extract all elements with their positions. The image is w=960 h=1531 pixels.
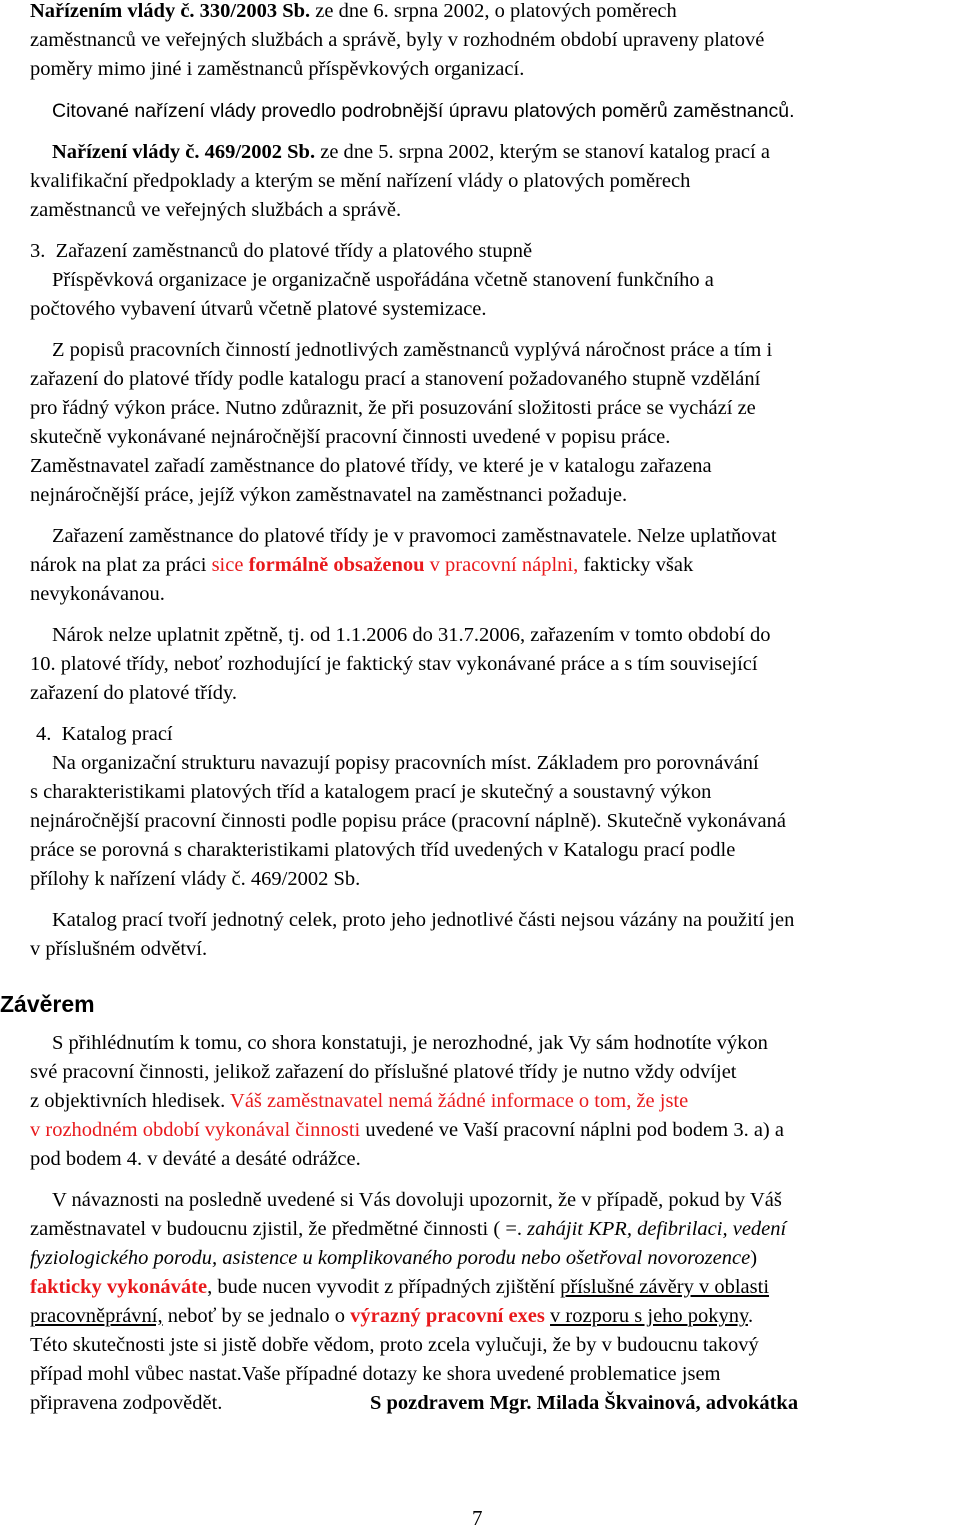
paragraph-line: 10. platové třídy, neboť rozhodující je faktický stav vykonávané práce a s tím související (30, 653, 758, 675)
paragraph-line: poměry mimo jiné i zaměstnanců příspěvkových organizací. (30, 58, 525, 80)
paragraph-line: připravena zodpovědět. (30, 1392, 223, 1414)
paragraph-line: S přihlédnutím k tomu, co shora konstatuji, je nerozhodné, jak Vy sám hodnotíte výkon (52, 1032, 768, 1054)
highlight-red: v rozhodném období vykonával činnosti (30, 1119, 361, 1141)
highlight-red-bold: fakticky vykonáváte (30, 1276, 208, 1298)
section-4-title: 4. Katalog prací (36, 723, 173, 745)
underlined-span: příslušné závěry v oblasti (560, 1276, 770, 1298)
paragraph-line: své pracovní činnosti, jelikož zařazení do příslušné platové třídy je nutno vždy odvíjet (30, 1061, 737, 1083)
paragraph-line (30, 551, 693, 580)
paragraph-line: zaměstnanců ve veřejných službách a správě. (30, 199, 402, 221)
underlined-span: v rozporu s jeho pokyny (550, 1305, 748, 1327)
paragraph-line: skutečně vykonávané nejnáročnější pracovní činnosti uvedené v popisu práce. (30, 426, 671, 448)
paragraph-line (30, 1215, 786, 1244)
text-span: , bude nucen vyvodit z případných zjištění (207, 1276, 561, 1298)
regulation-ref: Nařízením vlády č. 330/2003 Sb. (30, 0, 311, 22)
paragraph-line: zaměstnanců ve veřejných službách a správě, byly v rozhodném období upraveny platové (30, 29, 765, 51)
paragraph-line: počtového vybavení útvarů včetně platové systemizace. (30, 298, 487, 320)
italic-span: zahájit KPR, defibrilaci, vedení (527, 1218, 787, 1240)
page-number: 7 (472, 1506, 483, 1530)
paragraph-line: Citované nařízení vlády provedlo podrobnější úpravu platových poměrů zaměstnanců. (52, 100, 795, 122)
paragraph-line: Zařazení zaměstnance do platové třídy je v pravomoci zaměstnavatele. Nelze uplatňovat (52, 525, 777, 547)
text-span: neboť by se jednalo o (162, 1305, 351, 1327)
text-span: zaměstnavatel v budoucnu zjistil, že předmětné činnosti ( =. (30, 1218, 528, 1240)
highlight-red: sice (211, 554, 249, 576)
paragraph-line: V návaznosti na posledně uvedené si Vás dovoluji upozornit, že v případě, pokud by Váš (52, 1189, 782, 1211)
paragraph-line: Zaměstnavatel zařadí zaměstnance do platové třídy, ve které je v katalogu zařazena (30, 455, 712, 477)
text-span: ze dne 5. srpna 2002, kterým se stanoví katalog prací a (315, 141, 770, 163)
paragraph-line: Příspěvková organizace je organizačně uspořádána včetně stanovení funkčního a (52, 269, 714, 291)
regulation-ref: Nařízení vlády č. 469/2002 Sb. (52, 141, 316, 163)
paragraph-line: Na organizační strukturu navazují popisy pracovních míst. Základem pro porovnávání (52, 752, 759, 774)
underlined-span: pracovněprávní, (30, 1305, 163, 1327)
paragraph-line: práce se porovná s charakteristikami platových tříd uvedených v Katalogu prací podle (30, 839, 736, 861)
section-heading: Závěrem (0, 991, 95, 1017)
paragraph-line (30, 1244, 757, 1273)
paragraph-line (30, 1116, 784, 1145)
text-span: z objektivních hledisek. (30, 1090, 231, 1112)
paragraph-line: s charakteristikami platových tříd a katalogem prací je skutečný a soustavný výkon (30, 781, 712, 803)
paragraph-line (30, 1087, 688, 1116)
signature-line: S pozdravem Mgr. Milada Škvainová, advokátka (370, 1392, 799, 1414)
text-span: uvedené ve Vaší pracovní náplni pod bodem 3. a) a (360, 1119, 784, 1141)
text-span: nárok na plat za práci (30, 554, 212, 576)
highlight-red: v pracovní náplni, (424, 554, 579, 576)
highlight-red-bold: formálně obsaženou (248, 554, 425, 576)
section-3-title: 3. Zařazení zaměstnanců do platové třídy a platového stupně (30, 240, 533, 262)
paragraph-line: pro řádný výkon práce. Nutno zdůraznit, že při posuzování složitosti práce se vychází ze (30, 397, 756, 419)
paragraph-line: Nárok nelze uplatnit zpětně, tj. od 1.1.2006 do 31.7.2006, zařazením v tomto období do (52, 624, 771, 646)
paragraph-line: Této skutečnosti jste si jistě dobře vědom, proto zcela vylučuji, že by v budoucnu takový (30, 1334, 759, 1356)
paragraph-line (30, 1302, 753, 1331)
paragraph-line: v příslušném odvětví. (30, 938, 208, 960)
italic-span: fyziologického porodu, asistence u komplikovaného porodu nebo ošetřoval novorozence (30, 1247, 751, 1269)
paragraph-line: zařazení do platové třídy. (30, 682, 237, 704)
paragraph-line: přílohy k nařízení vlády č. 469/2002 Sb. (30, 868, 361, 890)
paragraph-line: nejnáročnější pracovní činnosti podle popisu práce (pracovní náplně). Skutečně vykonávaná (30, 810, 786, 832)
paragraph-line: pod bodem 4. v deváté a desáté odrážce. (30, 1148, 361, 1170)
paragraph-line: kvalifikační předpoklady a kterým se mění nařízení vlády o platových poměrech (30, 170, 691, 192)
paragraph-line: Katalog prací tvoří jednotný celek, proto jeho jednotlivé části nejsou vázány na použití jen (52, 909, 795, 931)
paragraph-line (30, 0, 677, 26)
text-span: ) (750, 1247, 758, 1269)
paragraph-line: případ mohl vůbec nastat.Vaše případné dotazy ke shora uvedené problematice jsem (30, 1363, 721, 1385)
text-span: . (747, 1305, 754, 1327)
highlight-red-bold: výrazný pracovní exes (350, 1305, 545, 1327)
highlight-red: Váš zaměstnavatel nemá žádné informace o tom, že jste (230, 1090, 689, 1112)
paragraph-line: nejnáročnější práce, jejíž výkon zaměstnavatel na zaměstnanci požaduje. (30, 484, 628, 506)
paragraph-line: nevykonávanou. (30, 583, 165, 605)
text-span: ze dne 6. srpna 2002, o platových poměrech (310, 0, 677, 22)
paragraph-line: Z popisů pracovních činností jednotlivých zaměstnanců vyplývá náročnost práce a tím i (52, 339, 773, 361)
paragraph-line (52, 138, 770, 167)
text-span: fakticky však (578, 554, 694, 576)
paragraph-line (30, 1273, 769, 1302)
paragraph-line: zařazení do platové třídy podle katalogu prací a stanovení požadovaného stupně vzdělání (30, 368, 761, 390)
